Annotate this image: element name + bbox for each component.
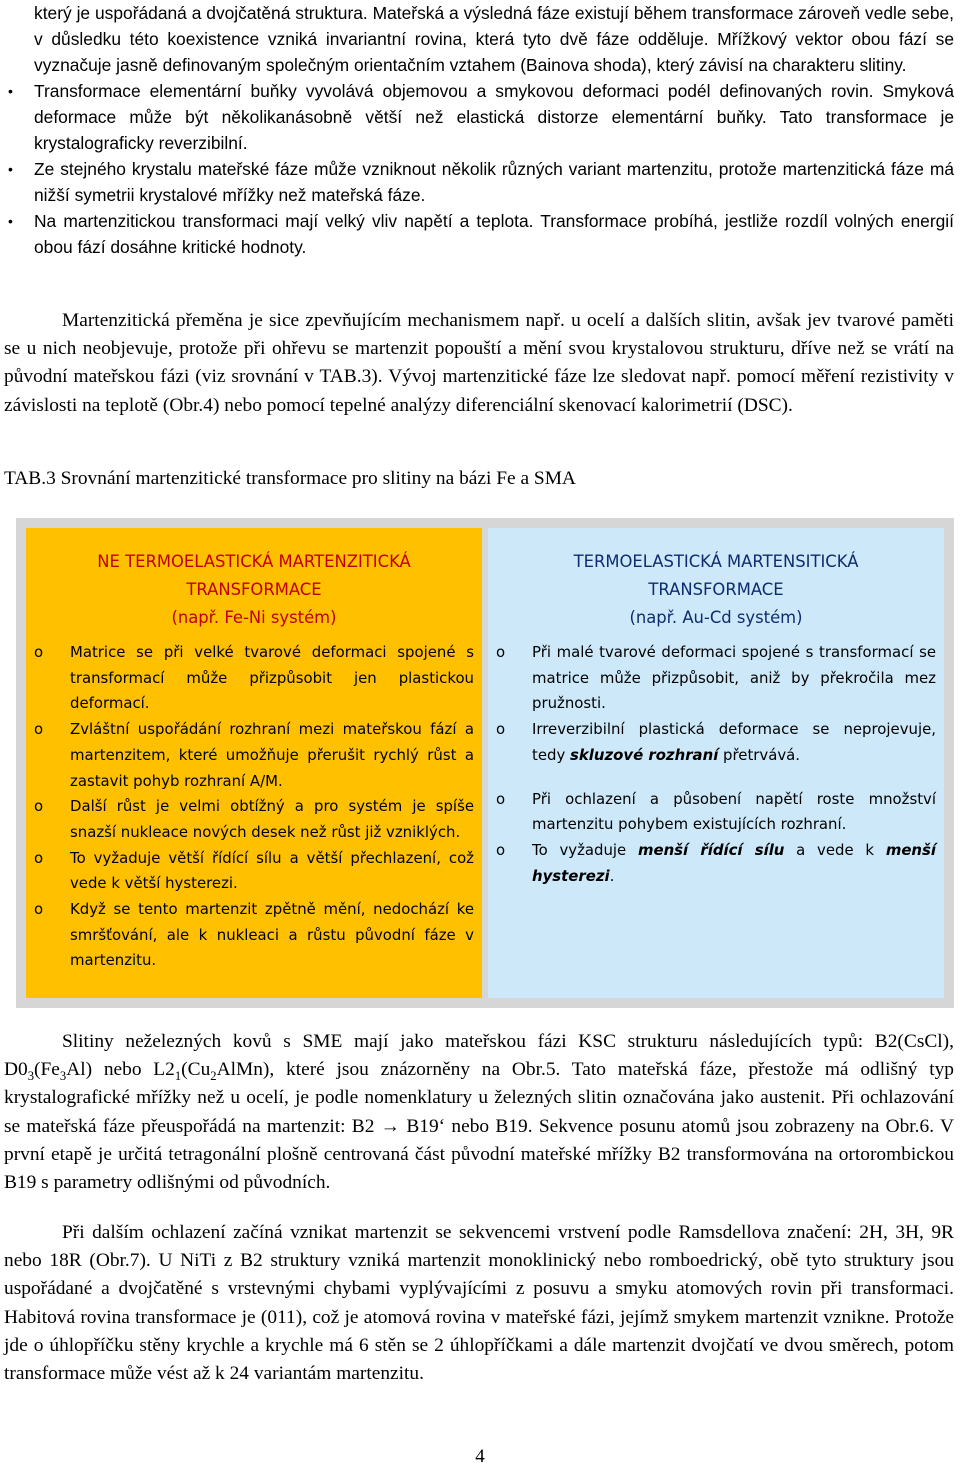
list-item: o To vyžaduje větší řídící sílu a větší přechlazení, což vede k větší hysterezi.: [34, 846, 474, 897]
list-item: o To vyžaduje menší řídící sílu a vede k menší hysterezi.: [496, 838, 936, 889]
thermoelastic-column: [488, 528, 944, 998]
paragraph-text: Martenzitická přeměna je sice zpevňujícím mechanismem např. u ocelí a dalších slitin, avšak jev tvarové paměti se u nich neobjevuje, protože při ohřevu se martenzit popouští a mění svou krystalovou strukturu, dříve než se vrátí na původní mateřskou fázi (viz srovnání v TAB.3). Vývoj martenzitické fáze lze sledovat např. pomocí měření rezistivity v závislosti na teplotě (Obr.4) nebo pomocí tepelné analýzy diferenciální skenovací kalorimetrií (DSC).: [4, 310, 954, 416]
list-item: o Irreverzibilní plastická deformace se neprojevuje, tedy skluzové rozhraní přetrvává.: [496, 717, 936, 768]
non-thermoelastic-heading: NE TERMOELASTICKÁ MARTENZITICKÁ TRANSFORMACE (např. Fe-Ni systém): [97, 552, 411, 627]
circle-bullet-icon: o: [496, 720, 506, 739]
paragraph-martensitic-strengthening: [4, 307, 954, 420]
circle-bullet-icon: o: [34, 643, 44, 661]
paragraph-further-cooling: [4, 1219, 954, 1388]
thermoelastic-list: [496, 640, 936, 889]
circle-bullet-icon: o: [34, 848, 44, 867]
bullet-dot-icon: •: [8, 83, 13, 99]
bullet-text: Ze stejného krystalu mateřské fáze může vzniknout několik různých variant martenzitu, protože martenzitická fáze má nižší symetrii krystalové mřížky než mateřská fáze.: [34, 159, 954, 205]
non-thermoelastic-column: [26, 528, 482, 998]
bullet-text: Na martenzitickou transformaci mají velký vliv napětí a teplota. Transformace probíhá, jestliže rozdíl volných energií obou fází dosáhne kritické hodnoty.: [34, 211, 954, 257]
table-caption-text: TAB.3 Srovnání martenzitické transformace pro slitiny na bázi Fe a SMA: [4, 468, 576, 489]
non-thermoelastic-list: [34, 640, 474, 974]
bullet-item: [8, 208, 954, 260]
list-item: o Při malé tvarové deformaci spojené s transformací se matrice může přizpůsobit, aniž by překročila mez pružnosti.: [496, 640, 936, 717]
paragraph-non-ferrous-alloys: [4, 1028, 954, 1197]
circle-bullet-icon: o: [496, 643, 506, 661]
list-item: o Když se tento martenzit zpětně mění, nedochází ke smršťování, ale k nukleaci a růstu původní fáze v martenzitu.: [34, 897, 474, 974]
intro-section: [8, 0, 954, 260]
comparison-table: [16, 518, 954, 1008]
list-item: o Matrice se při velké tvarové deformaci spojené s transformací může přizpůsobit jen plastickou deformací.: [34, 640, 474, 717]
circle-bullet-icon: o: [34, 797, 44, 816]
circle-bullet-icon: o: [34, 720, 44, 739]
paragraph-text: Slitiny neželezných kovů s SME mají jako mateřskou fázi KSC strukturu následujících typů: B2(CsCl), $D0_3(Fe_3Al)$ nebo $L2_1(Cu_2AlMn)$, které jsou znázorněny na Obr.5. Tato mateřská fáze, přestože má odlišný typ krystalografické mřížky než u ocelí, je podle nomenklatury u železných slitin označována jako austenit. Při ochlazování se mateřská fáze přeuspořádá na martenzit: B2 → B19‘ nebo B19. Sekvence posunu atomů jsou zobrazeny na Obr.6. V první etapě je určitá tetragonální plošně centrovaná část původní mateřské mřížky B2 transformována na ortorombickou B19 s parametry odlišnými od původních.: [4, 1031, 954, 1194]
list-item: o Zvláštní uspořádání rozhraní mezi mateřskou fází a martenzitem, které umožňuje přerušit rychlý růst a zastavit pohyb rozhraní A/M.: [34, 717, 474, 794]
paragraph-text: Při dalším ochlazení začíná vznikat martenzit se sekvencemi vrstvení podle Ramsdellova značení: 2H, 3H, 9R nebo 18R (Obr.7). U NiTi z B2 struktury vzniká martenzit monoklinický nebo romboedrický, obě tyto struktury jsou uspořádané a dvojčatěné s vrstevnými chybami vyplývajícími z posuvu a smyku atomových rovin při transformaci. Habitová rovina transformace je (011), což je atomová rovina v mateřské fázi, jejímž smykem martenzit vznikne. Protože jde o úhlopříčku stěny krychle a krychle má 6 stěn se 2 úhlopříčkami a dále martenzit dvojčatí ve dvou směrech, potom transformace může vést až k 24 variantám martenzitu.: [4, 1222, 954, 1385]
bullet-dot-icon: •: [8, 213, 13, 229]
bullet-item: [8, 78, 954, 156]
circle-bullet-icon: o: [34, 900, 44, 919]
page-number: 4: [475, 1446, 485, 1467]
bullet-text: Transformace elementární buňky vyvolává objemovou a smykovou deformaci podél definovaných rovin. Smyková deformace může být několikanásobně větší než elastická distorze elementární buňky. Tato transformace je krystalograficky reverzibilní.: [34, 81, 954, 153]
bullet-dot-icon: •: [8, 161, 13, 177]
circle-bullet-icon: o: [496, 789, 506, 808]
table-caption: [4, 465, 954, 493]
intro-continuation: který je uspořádaná a dvojčatěná struktura. Mateřská a výsledná fáze existují během transformace zároveň vedle sebe, v důsledku této koexistence vzniká invariantní rovina, která tyto dvě fáze odděluje. Mřížkový vektor obou fází se vyznačuje jasně definovaným společným orientačním vztahem (Bainova shoda), který závisí na charakteru slitiny.: [34, 3, 954, 75]
list-item: o Při ochlazení a působení napětí roste množství martenzitu pohybem existujících rozhraní.: [496, 787, 936, 838]
thermoelastic-heading: TERMOELASTICKÁ MARTENSITICKÁ TRANSFORMACE (např. Au-Cd systém): [573, 552, 859, 627]
list-item: o Další růst je velmi obtížný a pro systém je spíše snazší nukleace nových desek než růst již vzniklých.: [34, 794, 474, 845]
bullet-item: [8, 156, 954, 208]
circle-bullet-icon: o: [496, 840, 506, 859]
